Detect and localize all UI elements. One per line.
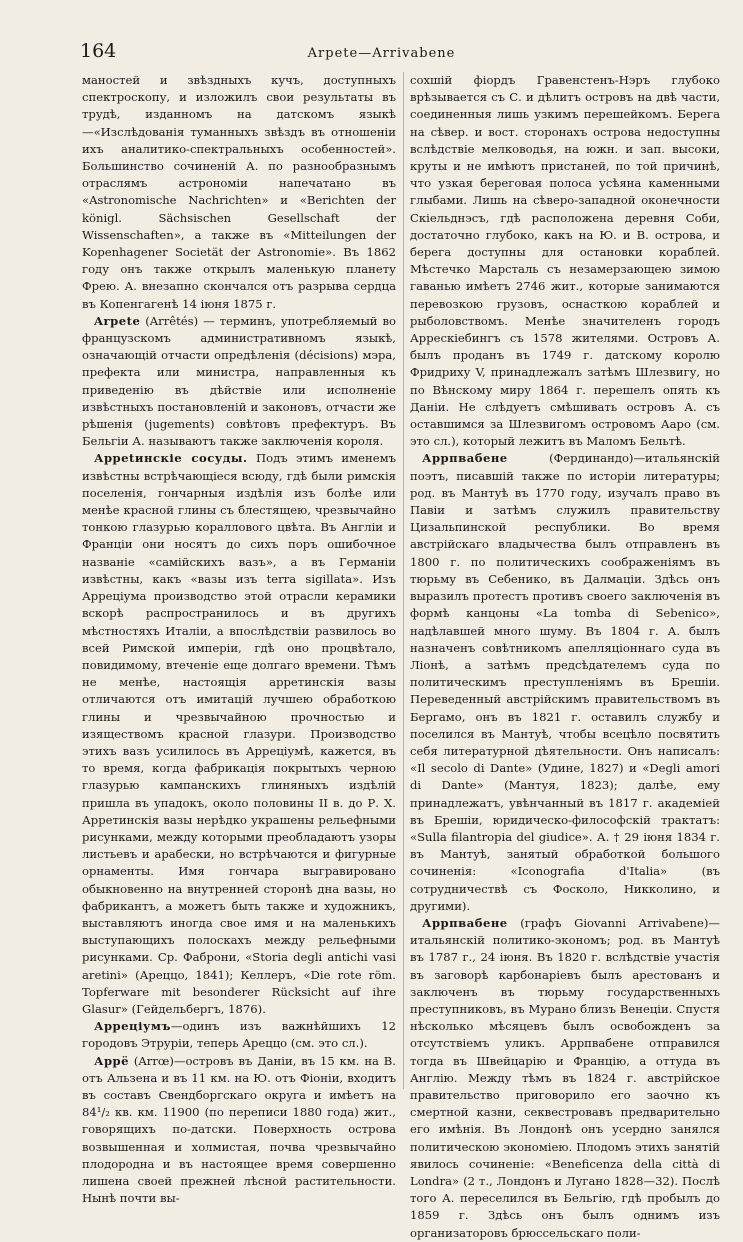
entry-text: Подъ этимъ именемъ извѣстны встрѣчающіеся всюду, гдѣ были римскія поселенія, гончарныя издѣлія изъ болѣе или менѣе красной глины съ блестящею, чрезвычайно тонкою глазурью кораллового цвѣта. Въ Англіи и Франціи они носятъ до сихъ поръ ошибочное названіе «самійскихъ вазъ», а въ Германіи извѣстны, какъ «вазы изъ terra sigillata». Изъ Арреціума производство этой отрасли керамики вскорѣ распространилось и въ другихъ мѣстностяхъ Италіи, а впослѣдствіи развилось во всей Римской имперіи, гдѣ оно процвѣтало, повидимому, втеченіе еще долгаго времени. Тѣмъ не менѣе, настоящія арретинскія вазы отличаются отъ имитацій лучшею обработкою глины и чрезвычайною прочностью и изяществомъ красной глазури. Производство этихъ вазъ усилилось въ Арреціумѣ, кажется, въ то время, когда фабрикація покрытыхъ черною глазурью кампанскихъ глиняныхъ издѣлій пришла въ упадокъ, около половины II в. до Р. Х. Арретинскія вазы нерѣдко украшены рельефными рисунками, между которыми преобладаютъ узоры листьевъ и арабески, но встрѣчаются и фигурные орнаменты. Имя гончара выгравировано обыкновенно на внутренней сторонѣ дна вазы, но фабрикантъ, а можетъ быть также и художникъ, выставляютъ иногда свое имя и на маленькихъ выступающихъ полоскахъ между рельефными рисунками. Ср. Фаброни, «Storia degli antichi vasi aretini» (Ареццо, 1841); Келлеръ, «Die rote röm. Topferware mit besonderer Rücksicht auf ihre Glasur» (Гейдельбергъ, 1876). xyxy=(82,451,396,1016)
page-header xyxy=(80,40,683,62)
left-column xyxy=(82,72,396,1206)
entry-arpete xyxy=(82,313,396,451)
headword: Арреціумъ xyxy=(94,1019,171,1034)
continued-paragraph: сохшій фіордъ Гравенстенъ-Нэръ глубоко врѣзывается съ С. и дѣлитъ островъ на двѣ части, соединенныя лишь узкимъ перешейкомъ. Берега на сѣвер. и вост. сторонахъ острова недоступны вслѣдствіе мелководья, на южн. и зап. высоки, круты и не имѣютъ пристаней, по той причинѣ, что узкая береговая полоса усѣяна каменными глыбами. Лишь на сѣверо-западной оконечности Скіельднэсъ, гдѣ расположена деревня Соби, достаточно глубоко, какъ на Ю. и В. острова, и берега доступны для остановки кораблей. Мѣстечко Марсталь съ незамерзающею зимою гаванью имѣетъ 2746 жит., которые занимаются перевозкою грузовъ, оснасткою кораблей и рыболовствомъ. Менѣе значителенъ городъ Аррескіебингъ съ 1578 жителями. Островъ А. былъ проданъ въ 1749 г. датскому королю Фридриху V, принадлежалъ затѣмъ Шлезвигу, но по Вѣнскому миру 1864 г. перешелъ опять къ Даніи. Не слѣдуетъ смѣшивать островъ А. съ оставшимся за Шлезвигомъ островомъ Ааро (см. это сл.), который лежитъ въ Маломъ Бельтѣ. xyxy=(410,73,720,449)
headword: Аррпвабене xyxy=(422,451,508,466)
entry-text: (Фердинандо)—итальянскій поэтъ, писавшій также по исторіи литературы; род. въ Мантуѣ въ 1770 году, изучалъ право въ Павіи и затѣмъ служилъ правительству Цизальпинской республики. Во время австрійскаго владычества былъ отправленъ въ 1800 г. по политическихъ соображеніямъ въ тюрьму въ Себенико, въ Далмаціи. Здѣсь онъ выразилъ протестъ противъ своего заключенія въ формѣ канцоны «La tomba di Sebenico», надѣлавшей много шуму. Въ 1804 г. А. былъ назначенъ совѣтникомъ апелляціоннаго суда въ Ліонѣ, а затѣмъ предсѣдателемъ суда по политическимъ преступленіямъ въ Брешіи. Переведенный австрійскимъ правительствомъ въ Бергамо, онъ въ 1821 г. оставилъ службу и поселился въ Мантуѣ, чтобы всецѣло посвятить себя литературной дѣятельности. Онъ написалъ: «Il secolo di Dante» (Удине, 1827) и «Degli amori di Dante» (Мантуя, 1823); далѣе, ему принадлежатъ, увѣнчанный въ 1817 г. академіей въ Брешіи, юридическо-философскій трактатъ: «Sulla filantropia del giudice». А. † 29 іюня 1834 г. въ Мантуѣ, занятый обработкой большого сочиненія: «Iconografia d'Italia» (въ сотрудничествѣ съ Фосколо, Никколино, и другими). xyxy=(410,451,720,913)
entry-text: (графъ Giovanni Arrivabene)—итальянскій политико-экономъ; род. въ Мантуѣ въ 1787 г., 24 іюня. Въ 1820 г. вслѣдствіе участія въ заговорѣ карбонаріевъ былъ арестованъ и заключенъ въ тюрьму государственныхъ преступниковъ, въ Мурано близъ Венеціи. Спустя нѣсколько мѣсяцевъ былъ освобожденъ за отсутствіемъ уликъ. Аррпвабене отправился тогда въ Швейцарію и Францію, а оттуда въ Англію. Между тѣмъ въ 1824 г. австрійское правительство приговорило его заочно къ смертной казни, секвестровавъ предварительно его имѣнія. Въ Лондонѣ онъ усердно занялся политическою экономіею. Плодомъ этихъ занятій явилось сочиненіе: «Beneficenza della città di Londra» (2 т., Лондонъ и Лугано 1828—32). Послѣ того А. переселился въ Бельгію, гдѣ пробылъ до 1859 г. Здѣсь онъ былъ однимъ изъ организаторовъ брюссельскаго поли- xyxy=(410,915,720,1240)
entry-arretium xyxy=(82,1018,396,1052)
headword: Arpete xyxy=(94,313,141,328)
headword: Аррetинскіе сосуды. xyxy=(94,451,248,466)
headword: Аррё xyxy=(94,1053,130,1068)
entry-text: (Arrœ)—островъ въ Даніи, въ 15 км. на В. отъ Альзена и въ 11 км. на Ю. отъ Фіоніи, входитъ въ составъ Свендборгскаго округа и имѣетъ на 84¹/₂ кв. км. 11900 (по переписи 1880 года) жит., говорящихъ по-датски. Поверхность острова возвышенная и холмистая, почва чрезвычайно плодородна и въ настоящее время совершенно лишена своей прежней лѣсной растительности. Нынѣ почти вы- xyxy=(82,1053,396,1206)
page-number: 164 xyxy=(80,40,117,62)
entry-arrivabene-ferdinando xyxy=(410,450,720,914)
entry-arretine-vessels xyxy=(82,450,396,1018)
entry-text: (Arrêtés) — терминъ, употребляемый во французскомъ административномъ языкѣ, означающій отчасти опредѣленія (décisions) мэра, префекта или министра, направленныя къ приведенію въ дѣйствіе или исполненіе извѣстныхъ постановленій и законовъ, отчасти же рѣшенія (jugements) совѣтовъ префектуръ. Въ Бельгіи А. называютъ также заключенія короля. xyxy=(82,313,396,449)
running-title: Arpete—Arrivabene xyxy=(307,46,456,61)
right-column xyxy=(410,72,720,1240)
column-divider xyxy=(403,72,404,1089)
headword: Аррпвабене xyxy=(422,915,508,930)
entry-arroe xyxy=(82,1053,396,1208)
entry-text: —одинъ изъ важнѣйшихъ 12 городовъ Этруріи, теперь Ареццо (см. это сл.). xyxy=(82,1019,396,1051)
entry-arrivabene-giovanni xyxy=(410,915,720,1242)
continued-paragraph: маностей и звѣздныхъ кучъ, доступныхъ спектроскопу, и изложилъ свои результаты въ трудѣ, изданномъ на датскомъ языкѣ—«Изслѣдованія туманныхъ звѣздъ въ отношеніи ихъ аналитико-спектральныхъ особенностей». Большинство сочиненій А. по разнообразнымъ отраслямъ астрономіи напечатано въ «Astronomische Nachrichten» и «Berichten der königl. Sächsischen Gesellschaft der Wissenschaften», а также въ «Mitteilungen der Kopenhagener Societät der Astronomie». Въ 1862 году онъ также открылъ маленькую планету Фрею. А. внезапно скончался отъ разрыва сердца въ Копенгагенѣ 14 іюня 1875 г. xyxy=(82,73,396,311)
